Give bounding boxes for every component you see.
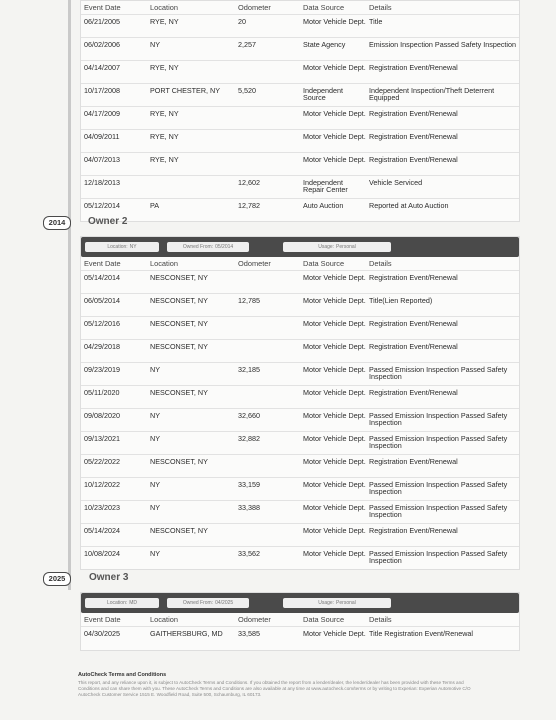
cell-odometer: 12,785 bbox=[235, 293, 300, 316]
cell-date: 06/02/2006 bbox=[81, 37, 147, 60]
cell-date: 10/23/2023 bbox=[81, 500, 147, 523]
owner2-location-pill bbox=[85, 242, 159, 252]
cell-odometer: 5,520 bbox=[235, 83, 300, 106]
cell-location: NY bbox=[147, 362, 235, 385]
cell-location: PORT CHESTER, NY bbox=[147, 83, 235, 106]
pill-value: Personal bbox=[336, 600, 356, 606]
cell-date: 09/08/2020 bbox=[81, 408, 147, 431]
owner2-summary-bar bbox=[81, 237, 519, 257]
cell-location: NY bbox=[147, 408, 235, 431]
cell-source: Motor Vehicle Dept. bbox=[300, 14, 366, 37]
cell-details: Title(Lien Reported) bbox=[366, 293, 519, 316]
cell-details: Title Registration Event/Renewal bbox=[366, 626, 519, 650]
cell-details: Title bbox=[366, 14, 519, 37]
col-header-odometer: Odometer bbox=[238, 615, 271, 624]
table-row bbox=[81, 477, 519, 500]
cell-source: Motor Vehicle Dept. bbox=[300, 270, 366, 293]
col-header-location: Location bbox=[150, 259, 178, 268]
pill-value: MD bbox=[129, 600, 138, 606]
table-row bbox=[81, 431, 519, 454]
cell-date: 06/05/2014 bbox=[81, 293, 147, 316]
cell-details: Registration Event/Renewal bbox=[366, 270, 519, 293]
pill-label: Usage: bbox=[318, 600, 335, 606]
owner1-history-table bbox=[81, 1, 519, 221]
col-header-event-date: Event Date bbox=[84, 259, 121, 268]
owner3-history-card bbox=[80, 592, 520, 651]
cell-odometer: 33,585 bbox=[235, 626, 300, 650]
cell-odometer: 12,782 bbox=[235, 198, 300, 221]
cell-location: NY bbox=[147, 431, 235, 454]
cell-date: 04/29/2018 bbox=[81, 339, 147, 362]
table-row bbox=[81, 523, 519, 546]
cell-source: Motor Vehicle Dept. bbox=[300, 546, 366, 569]
cell-date: 05/12/2014 bbox=[81, 198, 147, 221]
table-row bbox=[81, 83, 519, 106]
cell-location: RYE, NY bbox=[147, 14, 235, 37]
cell-date: 05/22/2022 bbox=[81, 454, 147, 477]
cell-odometer bbox=[235, 129, 300, 152]
cell-source: Motor Vehicle Dept. bbox=[300, 500, 366, 523]
cell-odometer bbox=[235, 60, 300, 83]
cell-odometer bbox=[235, 152, 300, 175]
cell-odometer bbox=[235, 316, 300, 339]
cell-location: NESCONSET, NY bbox=[147, 385, 235, 408]
table-row bbox=[81, 106, 519, 129]
col-header-details: Details bbox=[369, 259, 392, 268]
pill-label: Location: bbox=[106, 600, 128, 606]
owner3-owned-from-pill bbox=[167, 598, 249, 608]
terms-title: AutoCheck Terms and Conditions bbox=[78, 672, 167, 678]
cell-source: Motor Vehicle Dept. bbox=[300, 431, 366, 454]
table-row bbox=[81, 37, 519, 60]
timeline-line bbox=[68, 0, 71, 590]
table-row bbox=[81, 454, 519, 477]
table-row bbox=[81, 362, 519, 385]
cell-details: Independent Inspection/Theft Deterrent Equipped bbox=[366, 83, 519, 106]
owner2-usage-pill bbox=[283, 242, 391, 252]
pill-value: 04/2025 bbox=[215, 600, 234, 606]
cell-details: Reported at Auto Auction bbox=[366, 198, 519, 221]
col-header-odometer: Odometer bbox=[238, 3, 271, 12]
table-row bbox=[81, 500, 519, 523]
cell-details: Passed Emission Inspection Passed Safety Inspection bbox=[366, 477, 519, 500]
owner3-usage-pill bbox=[283, 598, 391, 608]
cell-location: NY bbox=[147, 546, 235, 569]
cell-details: Passed Emission Inspection Passed Safety Inspection bbox=[366, 408, 519, 431]
table-row bbox=[81, 198, 519, 221]
col-header-event-date: Event Date bbox=[84, 615, 121, 624]
cell-date: 06/21/2005 bbox=[81, 14, 147, 37]
table-header-row bbox=[81, 257, 519, 270]
cell-date: 10/12/2022 bbox=[81, 477, 147, 500]
cell-date: 05/14/2014 bbox=[81, 270, 147, 293]
cell-date: 04/30/2025 bbox=[81, 626, 147, 650]
pill-value: NY bbox=[129, 244, 137, 250]
cell-odometer: 32,185 bbox=[235, 362, 300, 385]
cell-source: Motor Vehicle Dept. bbox=[300, 129, 366, 152]
table-row bbox=[81, 152, 519, 175]
cell-odometer: 33,388 bbox=[235, 500, 300, 523]
cell-source: State Agency bbox=[300, 37, 366, 60]
cell-date: 05/11/2020 bbox=[81, 385, 147, 408]
cell-details: Registration Event/Renewal bbox=[366, 385, 519, 408]
table-row bbox=[81, 175, 519, 198]
table-row bbox=[81, 385, 519, 408]
cell-odometer bbox=[235, 339, 300, 362]
table-header-row bbox=[81, 1, 519, 14]
cell-details: Passed Emission Inspection Passed Safety Inspection bbox=[366, 431, 519, 454]
owner3-history-table bbox=[81, 613, 519, 650]
cell-odometer bbox=[235, 270, 300, 293]
col-header-location: Location bbox=[150, 3, 178, 12]
cell-location: NY bbox=[147, 477, 235, 500]
cell-details: Registration Event/Renewal bbox=[366, 152, 519, 175]
cell-location: NESCONSET, NY bbox=[147, 339, 235, 362]
col-header-details: Details bbox=[369, 3, 392, 12]
col-header-data-source: Data Source bbox=[303, 259, 345, 268]
cell-date: 10/17/2008 bbox=[81, 83, 147, 106]
cell-location: NY bbox=[147, 500, 235, 523]
cell-date: 05/12/2016 bbox=[81, 316, 147, 339]
table-row bbox=[81, 546, 519, 569]
cell-date: 05/14/2024 bbox=[81, 523, 147, 546]
cell-location: PA bbox=[147, 198, 235, 221]
cell-source: Motor Vehicle Dept. bbox=[300, 362, 366, 385]
cell-odometer: 33,159 bbox=[235, 477, 300, 500]
cell-details: Registration Event/Renewal bbox=[366, 523, 519, 546]
cell-location: NESCONSET, NY bbox=[147, 316, 235, 339]
cell-odometer bbox=[235, 454, 300, 477]
cell-source: Motor Vehicle Dept. bbox=[300, 626, 366, 650]
col-header-data-source: Data Source bbox=[303, 3, 345, 12]
cell-details: Registration Event/Renewal bbox=[366, 454, 519, 477]
cell-date: 09/13/2021 bbox=[81, 431, 147, 454]
year-badge-2014: 2014 bbox=[43, 216, 71, 230]
cell-date: 09/23/2019 bbox=[81, 362, 147, 385]
cell-source: Motor Vehicle Dept. bbox=[300, 339, 366, 362]
col-header-location: Location bbox=[150, 615, 178, 624]
table-row bbox=[81, 626, 519, 650]
cell-source: Auto Auction bbox=[300, 198, 366, 221]
cell-date: 04/14/2007 bbox=[81, 60, 147, 83]
owner3-summary-bar bbox=[81, 593, 519, 613]
pill-label: Location: bbox=[107, 244, 128, 250]
cell-source: Motor Vehicle Dept. bbox=[300, 523, 366, 546]
terms-and-conditions bbox=[78, 672, 478, 698]
cell-location: NESCONSET, NY bbox=[147, 523, 235, 546]
year-badge-2025: 2025 bbox=[43, 572, 71, 586]
cell-details: Registration Event/Renewal bbox=[366, 316, 519, 339]
table-row bbox=[81, 14, 519, 37]
pill-label: Owned From: bbox=[182, 244, 214, 250]
owner2-history-card bbox=[80, 236, 520, 570]
table-row bbox=[81, 270, 519, 293]
cell-source: Motor Vehicle Dept. bbox=[300, 60, 366, 83]
cell-details: Registration Event/Renewal bbox=[366, 60, 519, 83]
cell-details: Registration Event/Renewal bbox=[366, 129, 519, 152]
table-row bbox=[81, 408, 519, 431]
col-header-odometer: Odometer bbox=[238, 259, 271, 268]
owner2-owned-from-pill bbox=[167, 242, 249, 252]
cell-source: Motor Vehicle Dept. bbox=[300, 454, 366, 477]
table-row bbox=[81, 129, 519, 152]
cell-source: Motor Vehicle Dept. bbox=[300, 385, 366, 408]
cell-date: 04/09/2011 bbox=[81, 129, 147, 152]
cell-odometer: 33,562 bbox=[235, 546, 300, 569]
col-header-details: Details bbox=[369, 615, 392, 624]
cell-source: Motor Vehicle Dept. bbox=[300, 152, 366, 175]
cell-date: 04/17/2009 bbox=[81, 106, 147, 129]
col-header-data-source: Data Source bbox=[303, 615, 345, 624]
cell-odometer: 2,257 bbox=[235, 37, 300, 60]
pill-value: 05/2014 bbox=[215, 244, 234, 250]
cell-odometer: 20 bbox=[235, 14, 300, 37]
cell-location: NESCONSET, NY bbox=[147, 270, 235, 293]
cell-odometer bbox=[235, 106, 300, 129]
cell-location: NESCONSET, NY bbox=[147, 454, 235, 477]
cell-source: Independent Source bbox=[300, 83, 366, 106]
owner3-title: Owner 3 bbox=[89, 572, 129, 583]
col-header-event-date: Event Date bbox=[84, 3, 121, 12]
cell-details: Registration Event/Renewal bbox=[366, 106, 519, 129]
owner1-history-card bbox=[80, 0, 520, 222]
cell-odometer: 32,882 bbox=[235, 431, 300, 454]
cell-location: RYE, NY bbox=[147, 60, 235, 83]
table-row bbox=[81, 316, 519, 339]
cell-details: Vehicle Serviced bbox=[366, 175, 519, 198]
cell-date: 12/18/2013 bbox=[81, 175, 147, 198]
cell-location: NESCONSET, NY bbox=[147, 293, 235, 316]
cell-source: Motor Vehicle Dept. bbox=[300, 293, 366, 316]
cell-odometer: 32,660 bbox=[235, 408, 300, 431]
cell-odometer bbox=[235, 385, 300, 408]
pill-label: Usage: bbox=[318, 244, 335, 250]
table-row bbox=[81, 339, 519, 362]
cell-date: 10/08/2024 bbox=[81, 546, 147, 569]
pill-value: Personal bbox=[336, 244, 356, 250]
cell-details: Registration Event/Renewal bbox=[366, 339, 519, 362]
owner2-history-table bbox=[81, 257, 519, 569]
cell-details: Emission Inspection Passed Safety Inspection bbox=[366, 37, 519, 60]
cell-date: 04/07/2013 bbox=[81, 152, 147, 175]
table-header-row bbox=[81, 613, 519, 626]
table-row bbox=[81, 293, 519, 316]
cell-source: Motor Vehicle Dept. bbox=[300, 106, 366, 129]
cell-details: Passed Emission Inspection Passed Safety Inspection bbox=[366, 362, 519, 385]
pill-label: Owned From: bbox=[182, 600, 214, 606]
terms-body: This report, and any reliance upon it, is subject to AutoCheck Terms and Conditions. If you obtained the report from a lender/dealer, the lender/dealer has been provided with these Terms and Conditions and can share them with you. These AutoCheck Terms and Conditions are also available at any time at www.autocheck.com/terms or by writing to Experian: Experian Automotive C/O AutoCheck Customer Service 1515 E. Woodfield Road, Suite 500, Schaumburg, IL 60173. bbox=[78, 680, 471, 697]
cell-source: Independent Repair Center bbox=[300, 175, 366, 198]
cell-location bbox=[147, 175, 235, 198]
cell-location: RYE, NY bbox=[147, 129, 235, 152]
table-row bbox=[81, 60, 519, 83]
cell-source: Motor Vehicle Dept. bbox=[300, 477, 366, 500]
cell-location: GAITHERSBURG, MD bbox=[147, 626, 235, 650]
cell-source: Motor Vehicle Dept. bbox=[300, 408, 366, 431]
cell-details: Passed Emission Inspection Passed Safety Inspection bbox=[366, 500, 519, 523]
cell-odometer: 12,602 bbox=[235, 175, 300, 198]
cell-details: Passed Emission Inspection Passed Safety Inspection bbox=[366, 546, 519, 569]
cell-location: NY bbox=[147, 37, 235, 60]
cell-location: RYE, NY bbox=[147, 152, 235, 175]
owner2-title: Owner 2 bbox=[88, 216, 128, 227]
cell-odometer bbox=[235, 523, 300, 546]
cell-source: Motor Vehicle Dept. bbox=[300, 316, 366, 339]
cell-location: RYE, NY bbox=[147, 106, 235, 129]
owner3-location-pill bbox=[85, 598, 159, 608]
